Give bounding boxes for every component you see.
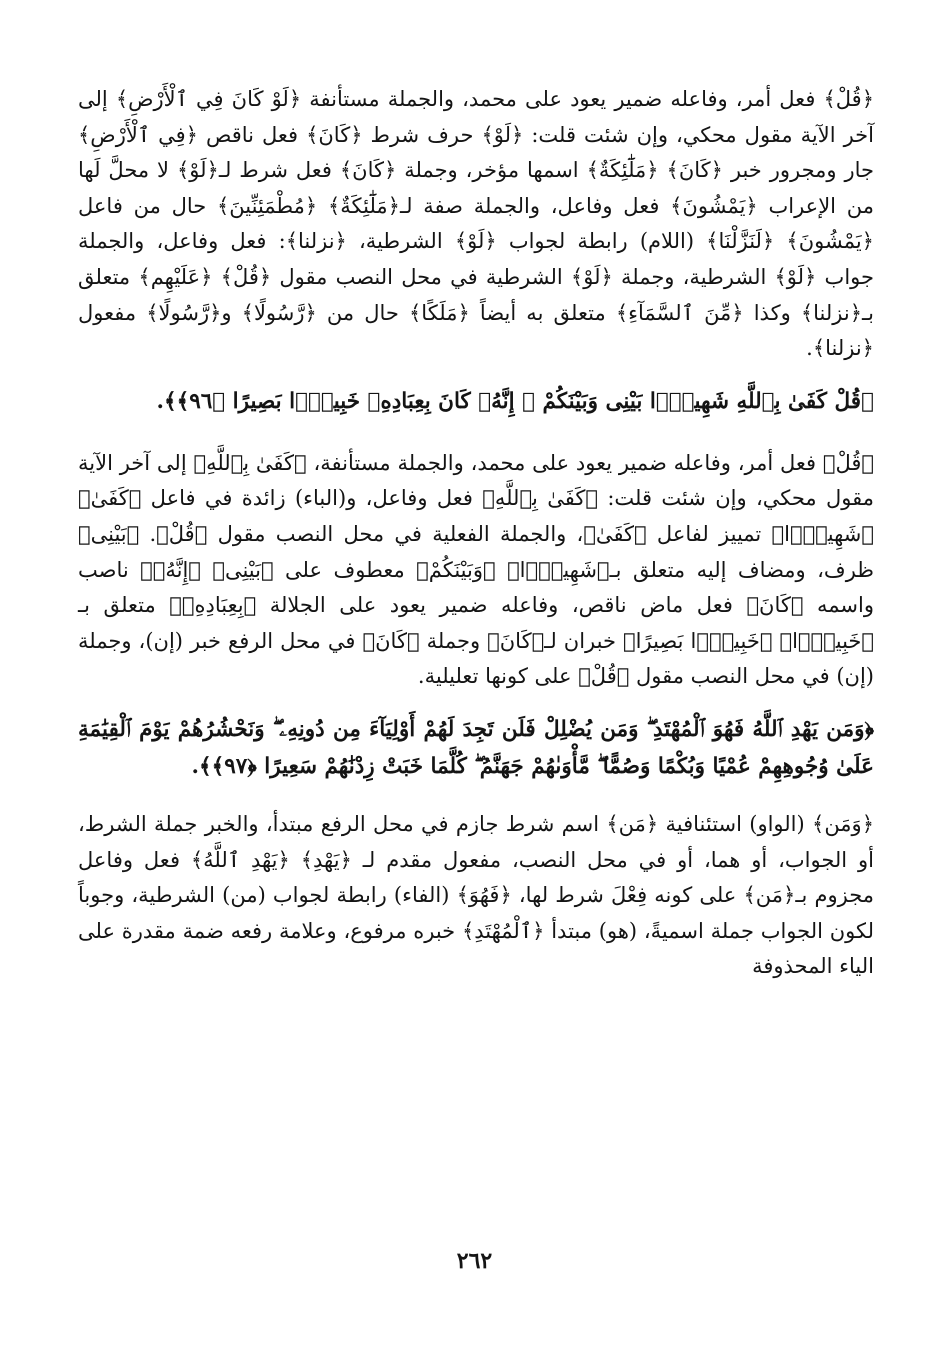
commentary-paragraph-2: ﴿قُلْ﴾ فعل أمر، وفاعله ضمير يعود على محمد، والجملة مستأنفة، ﴿كَفَىٰ بِٱللَّهِ﴾ إلى آخر الآية مقول محكي، وإن شئت قلت: ﴿كَفَىٰ بِٱللَّهِ﴾ فعل وفاعل، و(الباء) زائدة في فاعل ﴿كَفَىٰ﴾ ﴿شَهِيدًۢا﴾ تمييز لفاعل ﴿كَفَىٰ﴾، والجملة الفعلية في محل النصب مقول ﴿قُلْ﴾. ﴿بَيْنِى﴾ ظرف، ومضاف إليه متعلق بـ﴿شَهِيدًۢا﴾ ﴿وَبَيْنَكُمْ﴾ معطوف على ﴿بَيْنِى﴾ ﴿إِنَّهُۥ﴾ ناصب واسمه ﴿كَانَ﴾ فعل ماض ناقص، وفاعله ضمير يعود على الجلالة ﴿بِعِبَادِهِۦ﴾ متعلق بـ ﴿خَبِيرًۢا﴾ ﴿خَبِيرًۢا بَصِيرًا﴾ خبران لـ﴿كَانَ﴾ وجملة ﴿كَانَ﴾ في محل الرفع خبر (إن)، وجملة (إن) في محل النصب مقول ﴿قُلْ﴾ على كونها تعليلية. [78, 450, 874, 689]
quran-verse-96: ﴿قُلْ كَفَىٰ بِٱللَّهِ شَهِيدًۢا بَيْنِى وَبَيْنَكُمْ ۚ إِنَّهُۥ كَانَ بِعِبَادِهِۦ خَبِيرًۢا بَصِيرًا ﴿٩٦﴾﴾. [156, 388, 874, 414]
commentary-paragraph-1: ﴿قُلْ﴾ فعل أمر، وفاعله ضمير يعود على محمد، والجملة مستأنفة ﴿لَوْ كَانَ فِي ٱلْأَرْضِ﴾ إلى آخر الآية مقول محكي، وإن شئت قلت: ﴿لَوْ﴾ حرف شرط ﴿كَانَ﴾ فعل ناقص ﴿فِي ٱلْأَرْضِ﴾ جار ومجرور خبر ﴿كَانَ﴾ ﴿مَلَٰٓئِكَةٌ﴾ اسمها مؤخر، وجملة ﴿كَانَ﴾ فعل شرط لـ﴿لَوْ﴾ لا محلَّ لَها من الإعراب ﴿يَمْشُونَ﴾ فعل وفاعل، والجملة صفة لـ﴿مَلَٰٓئِكَةٌ﴾ ﴿مُطْمَئِنِّينَ﴾ حال من فاعل ﴿يَمْشُونَ﴾ ﴿لَنَزَّلْنَا﴾ (اللام) رابطة لجواب ﴿لَوْ﴾ الشرطية، ﴿نزلنا﴾: فعل وفاعل، والجملة جواب ﴿لَوْ﴾ الشرطية، وجملة ﴿لَوْ﴾ الشرطية في محل النصب مقول ﴿قُلْ﴾ ﴿عَلَيْهِم﴾ متعلق بـ﴿نزلنا﴾ وكذا ﴿مِّنَ ٱلسَّمَآءِ﴾ متعلق به أيضاً ﴿مَلَكًا﴾ حال من ﴿رَّسُولًا﴾ و﴿رَّسُولًا﴾ مفعول ﴿نزلنا﴾. [78, 87, 874, 361]
page-body [78, 82, 874, 1001]
quran-verse-97: ﴿وَمَن يَهْدِ ٱللَّهُ فَهُوَ ٱلْمُهْتَدِ ۖ وَمَن يُضْلِلْ فَلَن تَجِدَ لَهُمْ أَوْلِيَآءَ مِن دُونِهِۦ ۖ وَنَحْشُرُهُمْ يَوْمَ ٱلْقِيَٰمَةِ عَلَىٰ وُجُوهِهِمْ عُمْيًا وَبُكْمًا وَصُمًّا ۖ مَّأْوَىٰهُمْ جَهَنَّمُ ۖ كُلَّمَا خَبَتْ زِدْنَٰهُمْ سَعِيرًا ﴿٩٧﴾﴾. [78, 716, 874, 779]
commentary-paragraph-3: ﴿وَمَن﴾ (الواو) استئنافية ﴿مَن﴾ اسم شرط جازم في محل الرفع مبتدأ، والخبر جملة الشرط، أو الجواب، أو هما، أو في محل النصب، مفعول مقدم لـ ﴿يَهْدِ﴾ ﴿يَهْدِ ٱللَّهُ﴾ فعل وفاعل مجزوم بـ﴿مَن﴾ على كونه فِعْلَ شرط لها، ﴿فَهُوَ﴾ (الفاء) رابطة لجواب (من) الشرطية، وجوباً لكون الجواب جملة اسميةً، (هو) مبتدأ ﴿ٱلْمُهْتَدِ﴾ خبره مرفوع، وعلامة رفعه ضمة مقدرة على الياء المحذوفة [78, 811, 874, 979]
page-number: ٢٦٢ [456, 1248, 493, 1274]
